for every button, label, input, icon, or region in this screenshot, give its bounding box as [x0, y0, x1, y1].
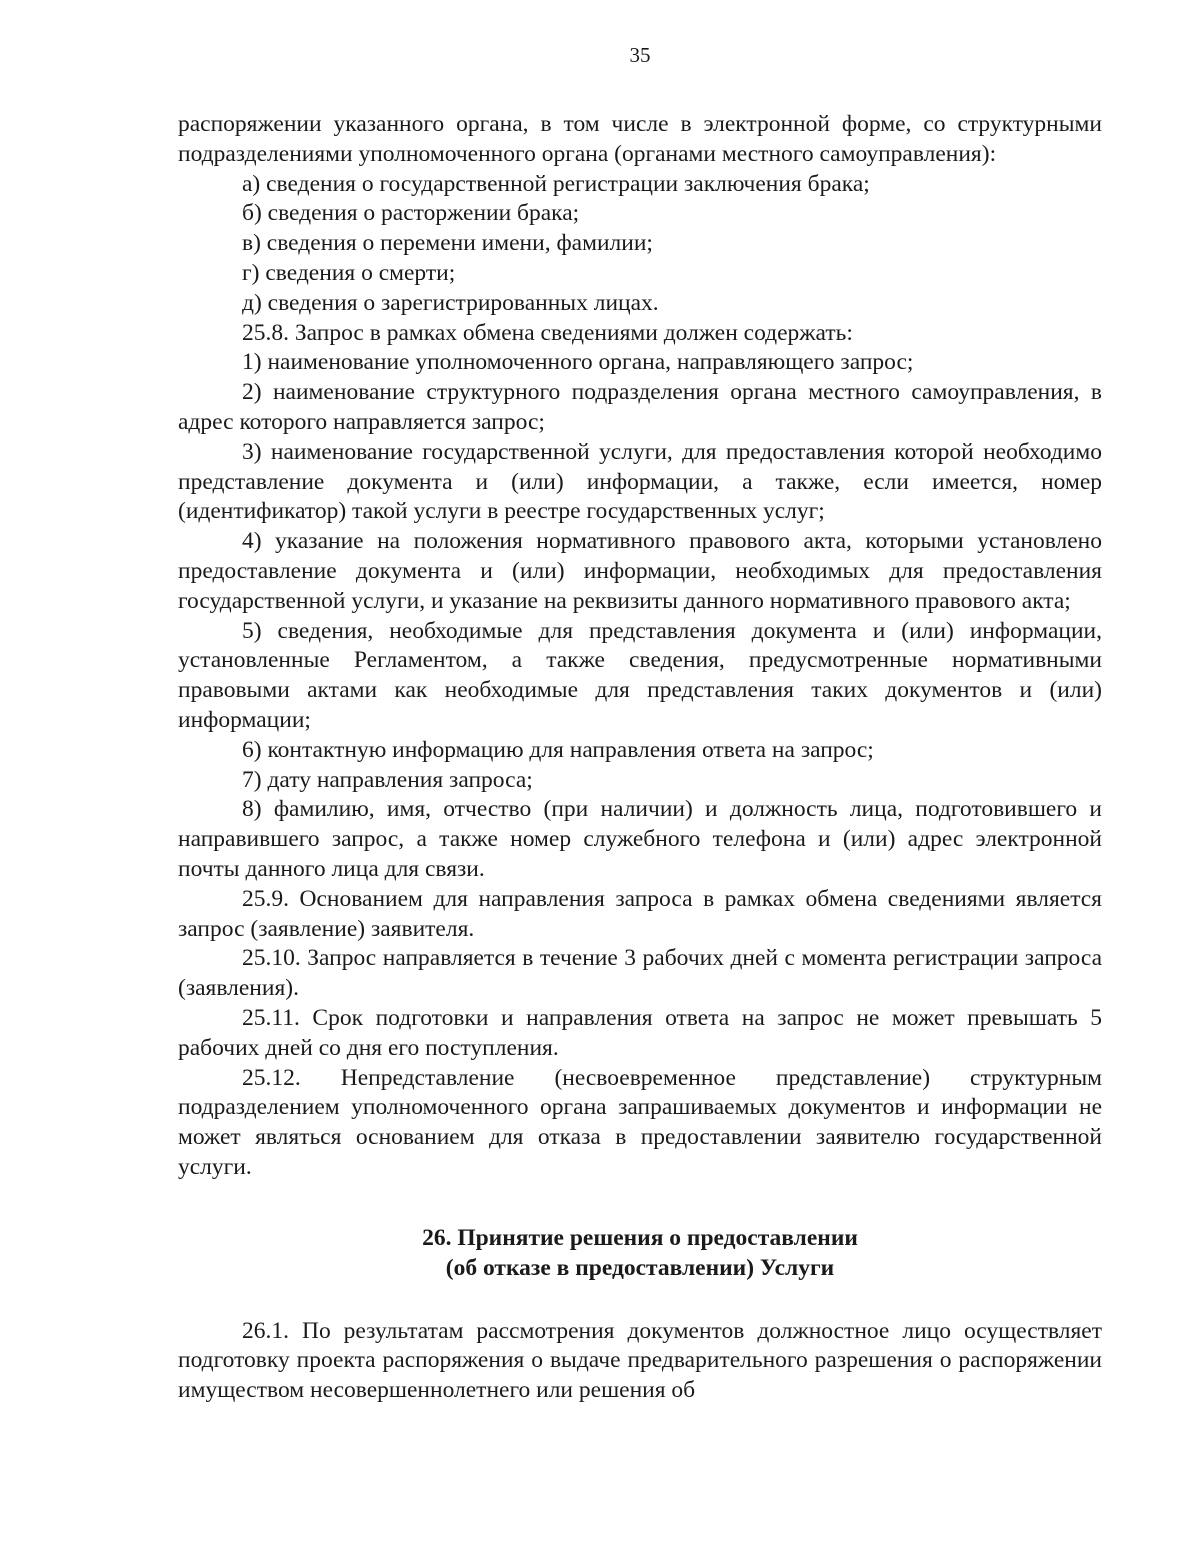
clause-25-11: 25.11. Срок подготовки и направления ответа на запрос не может превышать 5 рабочих дней со дня его поступления.	[178, 1004, 1102, 1061]
list-item-7: 7) дату направления запроса;	[242, 766, 533, 793]
page-number: 35	[629, 43, 651, 67]
list-item-4: 4) указание на положения нормативного правового акта, которыми установлено предоставление документа и (или) информации, необходимых для предоставления государственной услуги, и указание на реквизиты данного нормативного правового акта;	[178, 528, 1102, 614]
clause-26-1: 26.1. По результатам рассмотрения документов должностное лицо осуществляет подготовку проекта распоряжения о выдаче предварительного разрешения о распоряжении имуществом несовершеннолетнего или решения об	[178, 1317, 1102, 1404]
section-heading-line-2: (об отказе в предоставлении) Услуги	[445, 1254, 835, 1281]
list-item-g: г) сведения о смерти;	[242, 259, 456, 286]
list-item-b: б) сведения о расторжении брака;	[242, 200, 580, 227]
list-item-5: 5) сведения, необходимые для представления документа и (или) информации, установленные Регламентом, а также сведения, предусмотренные нормативными правовыми актами как необходимые для представления таких документов и (или) информации;	[178, 617, 1102, 733]
list-item-a: а) сведения о государственной регистрации заключения брака;	[242, 170, 870, 197]
list-item-3: 3) наименование государственной услуги, для предоставления которой необходимо представление документа и (или) информации, а также, если имеется, номер (идентификатор) такой услуги в реестре государственных услуг;	[178, 438, 1102, 525]
list-item-v: в) сведения о перемени имени, фамилии;	[242, 230, 653, 257]
clause-25-8: 25.8. Запрос в рамках обмена сведениями должен содержать:	[242, 319, 853, 346]
section-heading-line-1: 26. Принятие решения о предоставлении	[422, 1224, 858, 1251]
paragraph: распоряжении указанного органа, в том числе в электронной форме, со структурными подразделениями уполномоченного органа (органами местного самоуправления):	[178, 111, 1102, 167]
list-item-8: 8) фамилию, имя, отчество (при наличии) и должность лица, подготовившего и направившего запрос, а также номер служебного телефона и (или) адрес электронной почты данного лица для связи.	[178, 796, 1102, 882]
clause-25-9: 25.9. Основанием для направления запроса в рамках обмена сведениями является запрос (заявление) заявителя.	[178, 885, 1102, 942]
document-body	[178, 110, 1102, 1406]
list-item-6: 6) контактную информацию для направления ответа на запрос;	[242, 736, 874, 763]
clause-25-12: 25.12. Непредставление (несвоевременное представление) структурным подразделением уполномоченного органа запрашиваемых документов и информации не может являться основанием для отказа в предоставлении заявителю государственной услуги.	[178, 1064, 1102, 1180]
clause-25-10: 25.10. Запрос направляется в течение 3 рабочих дней с момента регистрации запроса (заявления).	[178, 945, 1102, 1002]
list-item-2: 2) наименование структурного подразделения органа местного самоуправления, в адрес которого направляется запрос;	[178, 379, 1102, 435]
section-heading	[178, 1223, 1102, 1283]
list-item-d: д) сведения о зарегистрированных лицах.	[242, 289, 659, 316]
list-item-1: 1) наименование уполномоченного органа, направляющего запрос;	[242, 349, 914, 376]
